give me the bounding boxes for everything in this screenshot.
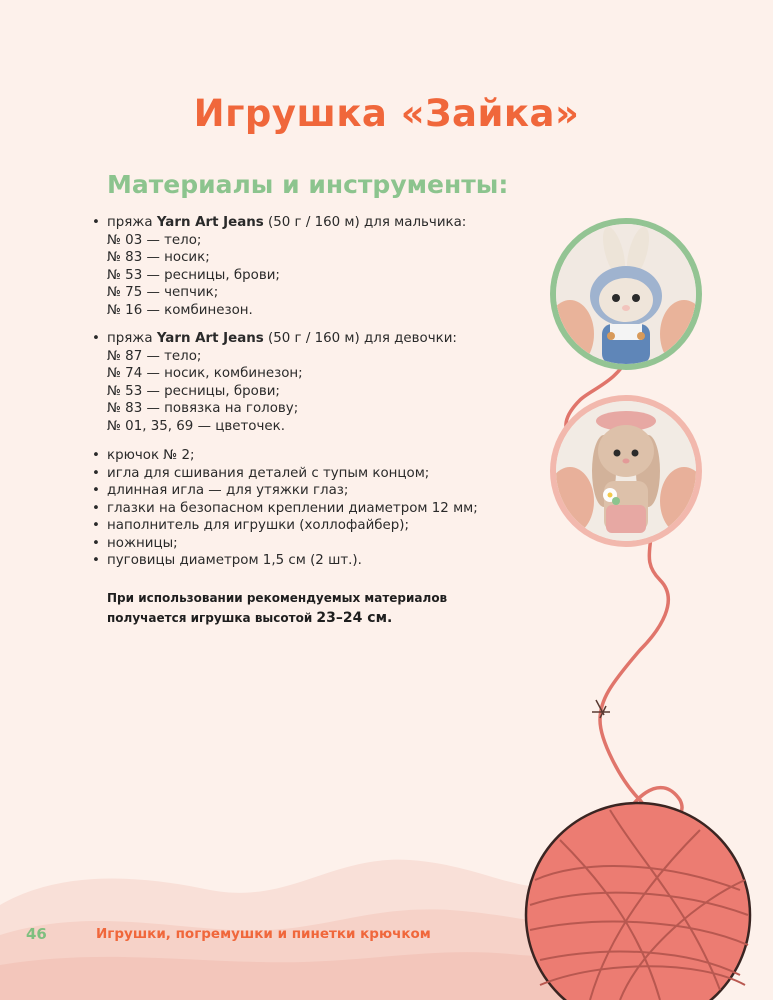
tool-item: пуговицы диаметром 1,5 см (2 шт.). [107,553,362,568]
yarn-color-item: № 53 — ресницы, брови; [107,267,280,283]
list-subitem [91,267,466,285]
boy-bunny-image [556,224,696,364]
tool-item: крючок № 2; [107,448,195,463]
tools-list [91,447,478,570]
yarn-color-item: № 53 — ресницы, брови; [107,383,280,399]
list-subitem [91,365,457,383]
list-item [91,482,478,500]
yarn-color-item: № 16 — комбинезон. [107,302,253,318]
yarn-brand: Yarn Art Jeans [156,215,264,230]
girl-bunny-photo [556,401,696,541]
girl-bunny-image [556,401,696,541]
yarn-suffix: (50 г / 160 м) для девочки: [263,331,457,346]
list-subitem [91,284,466,302]
bullet-icon: • [92,518,100,533]
section-title: Материалы и инструменты: [107,170,509,199]
list-item [91,517,478,535]
yarn-color-item: № 83 — повязка на голову; [107,401,299,416]
list-subitem [91,302,466,320]
boy-bunny-photo [556,224,696,364]
note-line-2 [107,608,537,628]
bullet-icon: • [92,535,100,551]
list-item [91,500,478,518]
bullet-icon: • [92,483,100,498]
yarn-color-item: № 03 — тело; [107,232,202,248]
book-title: Игрушки, погремушки и пинетки крючком [96,926,431,942]
height-note [107,588,537,628]
list-subitem [91,418,457,436]
yarn-prefix: пряжа [107,331,157,346]
bullet-icon: • [92,465,100,481]
bullet-icon: • [92,500,100,516]
list-item [91,214,466,232]
note-prefix: получается игрушка высотой [107,611,317,625]
yarn-color-item: № 74 — носик, комбинезон; [107,366,303,381]
tool-item: игла для сшивания деталей с тупым концом; [107,465,430,481]
page-number: 46 [26,925,47,943]
yarn-color-item: № 83 — носик; [107,250,210,265]
yarn-color-item: № 87 — тело; [107,348,202,364]
tool-item: ножницы; [107,535,178,551]
bullet-icon: • [92,215,100,230]
list-item [91,552,478,570]
yarn-prefix: пряжа [107,215,157,230]
tool-item: наполнитель для игрушки (холлофайбер); [107,518,410,533]
bullet-icon: • [92,448,100,463]
yarn-suffix: (50 г / 160 м) для мальчика: [263,215,467,230]
list-subitem [91,249,466,267]
list-subitem [91,348,457,366]
yarn-color-item: № 75 — чепчик; [107,285,219,300]
list-item [91,535,478,553]
list-item [91,447,478,465]
girl-yarn-list [91,330,457,435]
tool-item: глазки на безопасном креплении диаметром 12 мм; [107,500,478,516]
page-title: Игрушка «Зайка» [193,92,580,135]
bullet-icon: • [92,553,100,568]
list-item [91,465,478,483]
list-subitem [91,400,457,418]
toy-height-value: 23–24 [316,610,363,626]
tool-item: длинная игла — для утяжки глаз; [107,483,349,498]
bullet-icon: • [92,331,100,346]
yarn-brand: Yarn Art Jeans [156,331,264,346]
list-item [91,330,457,348]
boy-yarn-list [91,214,466,319]
note-line-1: При использовании рекомендуемых материалов [107,591,448,605]
note-suffix: см. [362,610,393,626]
yarn-color-item: № 01, 35, 69 — цветочек. [107,418,285,434]
list-subitem [91,232,466,250]
list-subitem [91,383,457,401]
